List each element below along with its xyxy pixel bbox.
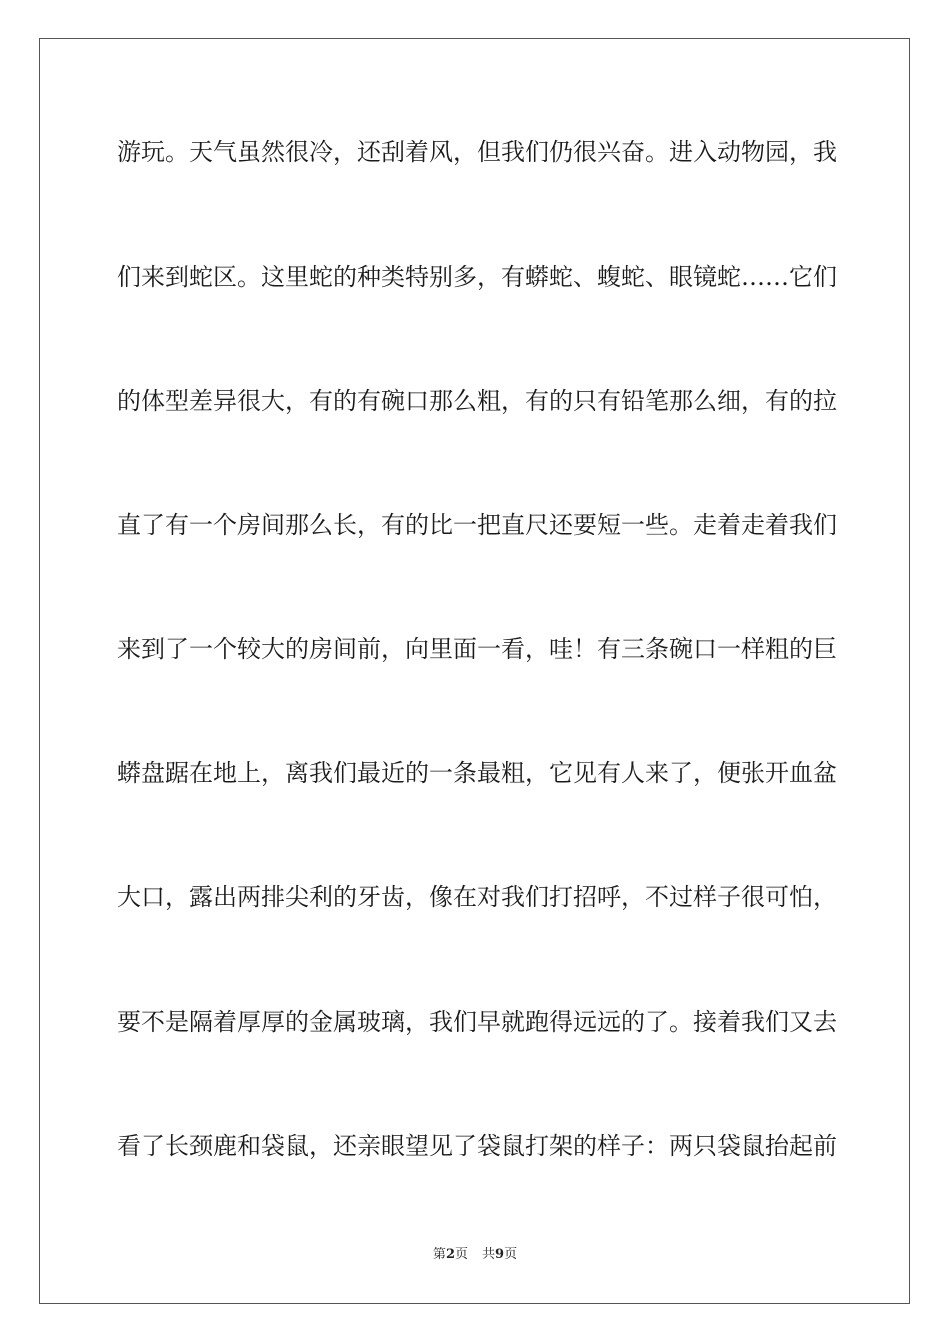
page-border [39, 38, 910, 1304]
paragraph-line-2: 们来到蛇区。这里蛇的种类特别多，有蟒蛇、蝮蛇、眼镜蛇……它们 [117, 263, 837, 291]
paragraph-line-7: 大口，露出两排尖利的牙齿，像在对我们打招呼，不过样子很可怕， [117, 883, 837, 911]
total-suffix: 页 [504, 1247, 518, 1262]
page-suffix: 页 [454, 1247, 468, 1262]
paragraph-line-8: 要不是隔着厚厚的金属玻璃，我们早就跑得远远的了。接着我们又去 [117, 1008, 837, 1036]
paragraph-line-6: 蟒盘踞在地上，离我们最近的一条最粗，它见有人来了，便张开血盆 [117, 759, 837, 787]
paragraph-line-1: 游玩。天气虽然很冷，还刮着风，但我们仍很兴奋。进入动物园，我 [117, 138, 837, 166]
paragraph-line-5: 来到了一个较大的房间前，向里面一看，哇！有三条碗口一样粗的巨 [117, 635, 837, 663]
page-prefix: 第 [432, 1247, 446, 1262]
total-prefix: 共 [482, 1247, 496, 1262]
paragraph-line-4: 直了有一个房间那么长，有的比一把直尺还要短一些。走着走着我们 [117, 511, 837, 539]
total-pages: 9 [495, 1247, 505, 1262]
paragraph-line-3: 的体型差异很大，有的有碗口那么粗，有的只有铅笔那么细，有的拉 [117, 387, 837, 415]
page-number: 2 [445, 1247, 455, 1262]
page-footer [0, 1246, 950, 1264]
paragraph-line-9: 看了长颈鹿和袋鼠，还亲眼望见了袋鼠打架的样子：两只袋鼠抬起前 [117, 1132, 837, 1160]
